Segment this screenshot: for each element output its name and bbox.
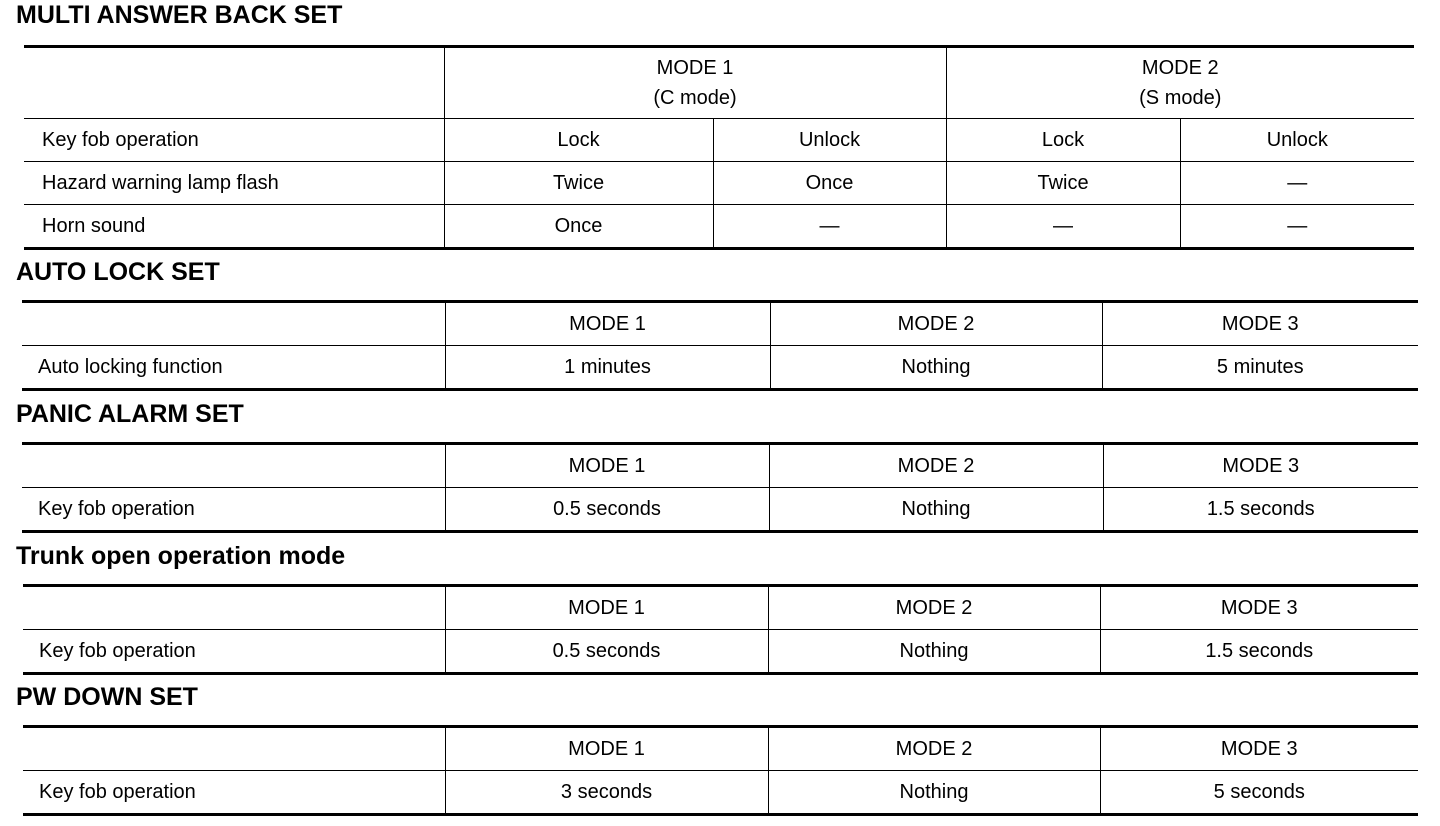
pw-down-table (23, 725, 1418, 816)
table-row (24, 162, 1414, 205)
mode-header: MODE 2 (768, 586, 1100, 630)
section-title-auto-lock: AUTO LOCK SET (16, 258, 220, 286)
table-cell: 5 minutes (1102, 346, 1418, 390)
corner-cell (22, 444, 445, 488)
table-row (24, 119, 1414, 162)
table-cell: 1 minutes (445, 346, 770, 390)
corner-cell (23, 727, 445, 771)
mode2-header (946, 47, 1414, 119)
header-row (22, 302, 1418, 346)
mode2-subname: (S mode) (1139, 87, 1222, 109)
table-cell: 5 seconds (1100, 771, 1418, 815)
row-label: Key fob operation (22, 488, 445, 532)
mode-header: MODE 3 (1100, 586, 1418, 630)
auto-lock-table (22, 300, 1418, 391)
row-label: Horn sound (24, 205, 444, 249)
row-label: Key fob operation (24, 119, 444, 162)
row-label: Key fob operation (23, 630, 445, 674)
table-cell: — (1180, 162, 1414, 205)
table-cell: 1.5 seconds (1103, 488, 1418, 532)
table-cell: Lock (444, 119, 713, 162)
table-cell: Once (444, 205, 713, 249)
table-cell: Nothing (768, 771, 1100, 815)
table-cell: 3 seconds (445, 771, 768, 815)
table-cell: Twice (946, 162, 1180, 205)
table-cell: Unlock (713, 119, 946, 162)
mode-header: MODE 2 (768, 727, 1100, 771)
table-cell: Nothing (769, 488, 1103, 532)
mode1-header (444, 47, 946, 119)
table-cell: Once (713, 162, 946, 205)
table-cell: Nothing (770, 346, 1102, 390)
header-row (22, 444, 1418, 488)
table-row (22, 488, 1418, 532)
mode-header: MODE 2 (770, 302, 1102, 346)
table-cell: Lock (946, 119, 1180, 162)
corner-cell (23, 586, 445, 630)
table-cell: Nothing (768, 630, 1100, 674)
mode2-name: MODE 2 (1141, 57, 1219, 79)
row-label: Auto locking function (22, 346, 445, 390)
section-title-trunk-open: Trunk open operation mode (16, 542, 346, 570)
mode-header: MODE 3 (1100, 727, 1418, 771)
table-row (23, 630, 1418, 674)
header-row (24, 47, 1414, 119)
table-cell: 0.5 seconds (445, 630, 768, 674)
mode-header: MODE 1 (445, 586, 768, 630)
mode-header: MODE 3 (1103, 444, 1418, 488)
table-cell: — (946, 205, 1180, 249)
trunk-open-table (23, 584, 1418, 675)
row-label: Key fob operation (23, 771, 445, 815)
table-cell: — (713, 205, 946, 249)
table-row (22, 346, 1418, 390)
corner-cell (22, 302, 445, 346)
section-title-pw-down: PW DOWN SET (16, 683, 198, 711)
mode-header: MODE 1 (445, 444, 769, 488)
mode-header: MODE 1 (445, 302, 770, 346)
corner-cell (24, 47, 444, 119)
mode1-subname: (C mode) (653, 87, 737, 109)
mode-header: MODE 3 (1102, 302, 1418, 346)
table-cell: 0.5 seconds (445, 488, 769, 532)
mode-header: MODE 2 (769, 444, 1103, 488)
multi-answer-back-table (24, 45, 1414, 250)
row-label: Hazard warning lamp flash (24, 162, 444, 205)
mode1-name: MODE 1 (656, 57, 734, 79)
header-row (23, 727, 1418, 771)
section-title-multi-answer-back: MULTI ANSWER BACK SET (16, 1, 343, 29)
table-cell: 1.5 seconds (1100, 630, 1418, 674)
header-row (23, 586, 1418, 630)
table-cell: Twice (444, 162, 713, 205)
table-cell: — (1180, 205, 1414, 249)
table-row (24, 205, 1414, 249)
table-row (23, 771, 1418, 815)
panic-alarm-table (22, 442, 1418, 533)
mode-header: MODE 1 (445, 727, 768, 771)
table-cell: Unlock (1180, 119, 1414, 162)
section-title-panic-alarm: PANIC ALARM SET (16, 400, 244, 428)
